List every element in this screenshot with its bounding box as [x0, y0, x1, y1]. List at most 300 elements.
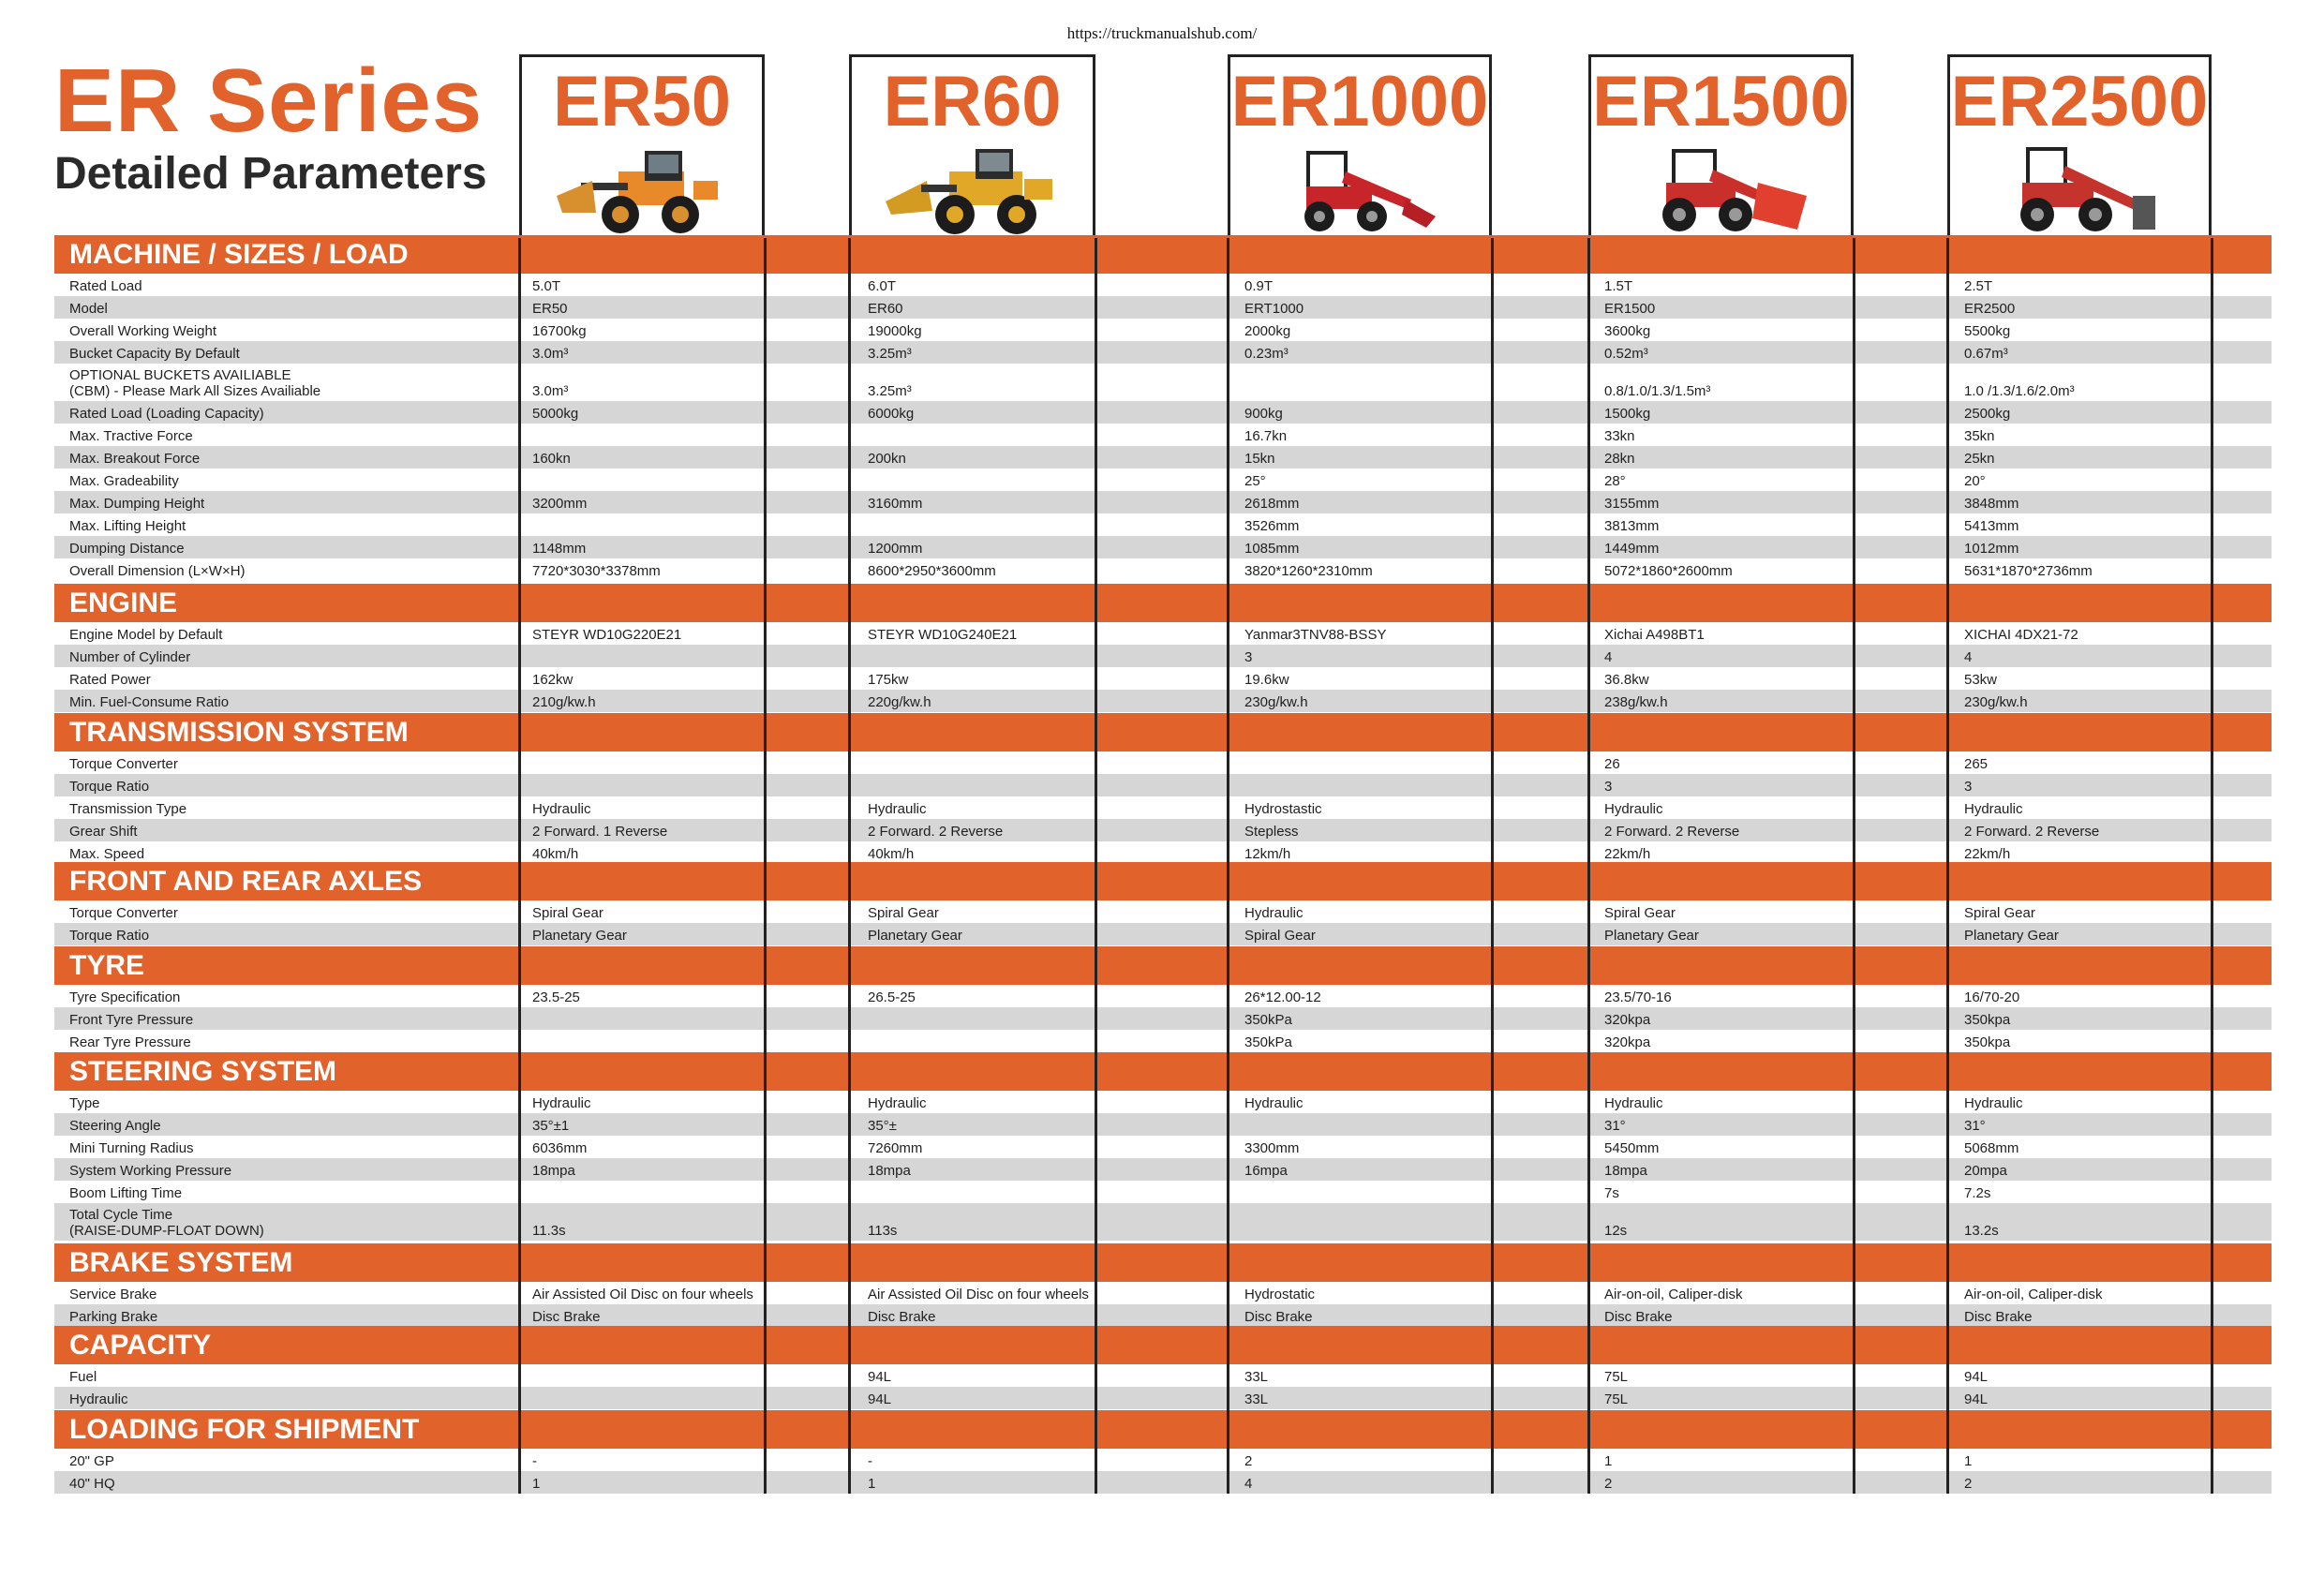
row-value: 3813mm	[1604, 518, 1660, 534]
row-value: 20mpa	[1964, 1163, 2007, 1179]
row-label-line: Dumping Distance	[69, 541, 185, 557]
row-value: 16700kg	[532, 323, 587, 339]
section-title: ENGINE	[69, 587, 178, 618]
row-label	[69, 451, 200, 467]
row-label	[69, 1287, 156, 1302]
section-header	[54, 584, 2272, 622]
row-value: 0.9T	[1244, 278, 1274, 294]
row-value: 16/70-20	[1964, 989, 2020, 1005]
column-divider	[1095, 238, 1097, 1494]
row-value: 2500kg	[1964, 406, 2011, 422]
row-label-line: Steering Angle	[69, 1118, 161, 1134]
row-value: 35°±	[868, 1118, 897, 1134]
row-value: 19.6kw	[1244, 672, 1289, 688]
table-row	[54, 645, 2272, 667]
row-value: 200kn	[868, 451, 906, 467]
row-label	[69, 649, 190, 665]
row-value: 18mpa	[532, 1163, 575, 1179]
row-value: 1	[1604, 1453, 1613, 1469]
section-title: TRANSMISSION SYSTEM	[69, 716, 409, 748]
row-value: 18mpa	[1604, 1163, 1647, 1179]
row-label	[69, 824, 138, 840]
row-value: 5500kg	[1964, 323, 2011, 339]
table-row	[54, 1181, 2272, 1203]
section-header	[54, 713, 2272, 751]
column-divider	[1227, 238, 1229, 1494]
row-value: Disc Brake	[1604, 1309, 1673, 1325]
row-value: Disc Brake	[1244, 1309, 1313, 1325]
row-value: 210g/kw.h	[532, 694, 596, 710]
row-label	[69, 801, 186, 817]
row-value: ER1500	[1604, 301, 1656, 317]
row-value: 0.52m³	[1604, 346, 1648, 362]
row-value: Xichai A498BT1	[1604, 627, 1705, 643]
row-value: 3200mm	[532, 496, 588, 512]
row-value: Stepless	[1244, 824, 1299, 840]
row-value: Air-on-oil, Caliper-disk	[1964, 1287, 2103, 1302]
row-label	[69, 1185, 182, 1201]
model-name: ER2500	[1950, 62, 2209, 141]
row-value: 8600*2950*3600mm	[868, 563, 996, 579]
table-row	[54, 667, 2272, 690]
row-value: 265	[1964, 756, 1989, 772]
row-value: 2 Forward. 2 Reverse	[1604, 824, 1740, 840]
column-divider	[1587, 238, 1590, 1494]
row-value: 22km/h	[1964, 846, 2011, 862]
row-value: 5.0T	[532, 278, 561, 294]
row-value: 94L	[1964, 1369, 1989, 1385]
row-value: Air-on-oil, Caliper-disk	[1604, 1287, 1743, 1302]
row-label	[69, 1207, 264, 1239]
row-value: 3526mm	[1244, 518, 1300, 534]
table-row	[54, 274, 2272, 296]
row-value: 19000kg	[868, 323, 922, 339]
row-label-line: (RAISE-DUMP-FLOAT DOWN)	[69, 1223, 264, 1239]
table-row	[54, 841, 2272, 864]
row-value: 1200mm	[868, 541, 923, 557]
row-label-line: Type	[69, 1095, 100, 1111]
row-value: 40km/h	[868, 846, 915, 862]
row-value: Spiral Gear	[868, 905, 939, 921]
row-label-line: Max. Gradeability	[69, 473, 179, 489]
row-label-line: Grear Shift	[69, 824, 138, 840]
row-label	[69, 1140, 194, 1156]
table-row	[54, 1364, 2272, 1387]
row-label-line: Min. Fuel-Consume Ratio	[69, 694, 230, 710]
brand-subtitle: Detailed Parameters	[54, 149, 487, 199]
row-value: 4	[1244, 1476, 1253, 1492]
table-row	[54, 536, 2272, 558]
table-row	[54, 751, 2272, 774]
column-divider	[518, 238, 521, 1494]
row-value: 220g/kw.h	[868, 694, 931, 710]
row-value: 75L	[1604, 1391, 1629, 1407]
section-header	[54, 862, 2272, 900]
row-label-line: System Working Pressure	[69, 1163, 232, 1179]
row-label	[69, 756, 178, 772]
row-label-line: Max. Speed	[69, 846, 145, 862]
row-value: 3.0m³	[532, 383, 569, 399]
column-divider	[1946, 238, 1949, 1494]
row-label	[69, 473, 179, 489]
row-value: 1085mm	[1244, 541, 1300, 557]
row-value: 3160mm	[868, 496, 923, 512]
section-header	[54, 1052, 2272, 1091]
row-label-line: Torque Ratio	[69, 928, 150, 944]
row-value: 23.5/70-16	[1604, 989, 1672, 1005]
row-label-line: Model	[69, 301, 108, 317]
section-title: STEERING SYSTEM	[69, 1055, 337, 1087]
row-value: 230g/kw.h	[1964, 694, 2028, 710]
row-label-line: Service Brake	[69, 1287, 157, 1302]
table-row	[54, 401, 2272, 424]
row-value: 31°	[1604, 1118, 1626, 1134]
row-value: 4	[1964, 649, 1973, 665]
table-row	[54, 1091, 2272, 1113]
row-label-line: Torque Converter	[69, 905, 178, 921]
row-value: STEYR WD10G240E21	[868, 627, 1018, 643]
row-value: 28°	[1604, 473, 1626, 489]
row-value: 75L	[1604, 1369, 1629, 1385]
row-value: 22km/h	[1604, 846, 1651, 862]
row-label	[69, 779, 149, 795]
row-label-line: Rated Load	[69, 278, 142, 294]
row-value: 1500kg	[1604, 406, 1651, 422]
row-label-line: Transmission Type	[69, 801, 187, 817]
row-value: Disc Brake	[1964, 1309, 2033, 1325]
row-value: 3	[1604, 779, 1613, 795]
table-row	[54, 319, 2272, 341]
table-row	[54, 364, 2272, 401]
row-value: 33L	[1244, 1369, 1269, 1385]
row-value: 20°	[1964, 473, 1986, 489]
source-url[interactable]: https://truckmanualshub.com/	[1066, 24, 1258, 42]
table-row	[54, 1449, 2272, 1471]
row-value: 0.8/1.0/1.3/1.5m³	[1604, 383, 1711, 399]
row-label	[69, 694, 229, 710]
row-value: 2618mm	[1244, 496, 1300, 512]
row-label	[69, 1118, 161, 1134]
table-row	[54, 491, 2272, 513]
row-value: 15kn	[1244, 451, 1275, 467]
row-label	[69, 1012, 193, 1028]
row-label	[69, 1034, 191, 1050]
table-row	[54, 296, 2272, 319]
row-value: 2000kg	[1244, 323, 1291, 339]
row-value: 3155mm	[1604, 496, 1660, 512]
table-row	[54, 819, 2272, 841]
row-label	[69, 428, 193, 444]
row-value: Hydraulic	[1964, 1095, 2023, 1111]
table-row	[54, 900, 2272, 923]
row-value: 350kpa	[1964, 1034, 2011, 1050]
table-row	[54, 446, 2272, 469]
table-row	[54, 690, 2272, 712]
row-value: Hydraulic	[868, 1095, 927, 1111]
row-value: 5413mm	[1964, 518, 2019, 534]
row-label	[69, 1476, 115, 1492]
row-label-line: Rated Power	[69, 672, 151, 688]
row-value: Air Assisted Oil Disc on four wheels	[532, 1287, 753, 1302]
row-value: 6.0T	[868, 278, 897, 294]
row-label	[69, 406, 264, 422]
model-name: ER50	[552, 62, 732, 141]
table-row	[54, 558, 2272, 581]
row-label-line: Max. Lifting Height	[69, 518, 186, 534]
row-value: 94L	[868, 1391, 892, 1407]
row-value: 4	[1604, 649, 1613, 665]
row-label	[69, 541, 185, 557]
column-divider	[1853, 238, 1855, 1494]
row-value: 3820*1260*2310mm	[1244, 563, 1373, 579]
row-value: 1.5T	[1604, 278, 1633, 294]
row-value: 320kpa	[1604, 1034, 1651, 1050]
section-title: LOADING FOR SHIPMENT	[69, 1413, 420, 1445]
row-value: Planetary Gear	[1964, 928, 2059, 944]
table-row	[54, 1136, 2272, 1158]
row-value: Hydraulic	[1604, 1095, 1663, 1111]
row-value: Spiral Gear	[1244, 928, 1316, 944]
row-value: 26*12.00-12	[1244, 989, 1321, 1005]
row-value: 6000kg	[868, 406, 915, 422]
row-value: 36.8kw	[1604, 672, 1649, 688]
row-value: Spiral Gear	[1604, 905, 1676, 921]
row-label-line: Parking Brake	[69, 1309, 158, 1325]
row-value: 33L	[1244, 1391, 1269, 1407]
row-value: Hydrostastic	[1244, 801, 1322, 817]
row-value: 31°	[1964, 1118, 1986, 1134]
row-value: 175kw	[868, 672, 909, 688]
row-label-line: Fuel	[69, 1369, 97, 1385]
row-value: Hydraulic	[868, 801, 927, 817]
row-value: 1	[1964, 1453, 1973, 1469]
row-value: Spiral Gear	[1964, 905, 2035, 921]
row-value: 3600kg	[1604, 323, 1651, 339]
row-label-line: Engine Model by Default	[69, 627, 223, 643]
table-row	[54, 1030, 2272, 1052]
table-row	[54, 513, 2272, 536]
row-value: 1	[532, 1476, 541, 1492]
row-value: STEYR WD10G220E21	[532, 627, 682, 643]
row-label-line: Overall Dimension (L×W×H)	[69, 563, 246, 579]
row-value: 1012mm	[1964, 541, 2019, 557]
section-header	[54, 1410, 2272, 1449]
row-value: 7260mm	[868, 1140, 923, 1156]
row-value: 162kw	[532, 672, 574, 688]
row-value: ER50	[532, 301, 568, 317]
row-value: 3848mm	[1964, 496, 2019, 512]
row-label	[69, 627, 222, 643]
row-label-line: Max. Dumping Height	[69, 496, 205, 512]
row-value: Spiral Gear	[532, 905, 603, 921]
model-name: ER60	[883, 62, 1062, 141]
row-value: 6036mm	[532, 1140, 588, 1156]
row-label	[69, 989, 180, 1005]
row-value: 16mpa	[1244, 1163, 1288, 1179]
row-value: 5072*1860*2600mm	[1604, 563, 1733, 579]
section-header	[54, 235, 2272, 274]
row-label-line: Hydraulic	[69, 1391, 128, 1407]
row-value: 12s	[1604, 1223, 1628, 1239]
row-value: 35°±1	[532, 1118, 570, 1134]
row-value: 2 Forward. 2 Reverse	[1964, 824, 2100, 840]
section-header	[54, 1326, 2272, 1364]
row-value: 26	[1604, 756, 1620, 772]
row-value: 2 Forward. 2 Reverse	[868, 824, 1004, 840]
brand-title: ER Series	[54, 51, 484, 151]
row-value: 28kn	[1604, 451, 1635, 467]
row-label	[69, 928, 149, 944]
row-value: Yanmar3TNV88-BSSY	[1244, 627, 1387, 643]
model-name: ER1500	[1592, 62, 1850, 141]
table-row	[54, 341, 2272, 364]
row-value: 160kn	[532, 451, 571, 467]
row-value: 25°	[1244, 473, 1266, 489]
row-label	[69, 1391, 128, 1407]
row-value: Hydraulic	[1964, 801, 2023, 817]
row-value: 94L	[868, 1369, 892, 1385]
row-value: 113s	[868, 1223, 898, 1239]
section-title: FRONT AND REAR AXLES	[69, 865, 423, 897]
table-row	[54, 923, 2272, 945]
row-value: XICHAI 4DX21-72	[1964, 627, 2078, 643]
column-divider	[1491, 238, 1494, 1494]
row-value: Hydraulic	[1244, 1095, 1304, 1111]
row-value: ER2500	[1964, 301, 2016, 317]
row-value: 0.23m³	[1244, 346, 1289, 362]
row-value: 5000kg	[532, 406, 579, 422]
table-row	[54, 1203, 2272, 1241]
row-label	[69, 1369, 97, 1385]
row-value: 7720*3030*3378mm	[532, 563, 661, 579]
row-label-line: Rear Tyre Pressure	[69, 1034, 191, 1050]
row-label-line: Tyre Specification	[69, 989, 181, 1005]
row-value: 1449mm	[1604, 541, 1660, 557]
row-value: Disc Brake	[868, 1309, 936, 1325]
row-label-line: Total Cycle Time	[69, 1207, 173, 1223]
model-name: ER1000	[1230, 62, 1489, 141]
row-value: 7s	[1604, 1185, 1619, 1201]
table-row	[54, 1282, 2272, 1304]
section-header	[54, 1243, 2272, 1282]
row-value: Hydraulic	[532, 1095, 591, 1111]
row-value: 2 Forward. 1 Reverse	[532, 824, 668, 840]
row-value: 350kPa	[1244, 1012, 1292, 1028]
row-value: ERT1000	[1244, 301, 1304, 317]
row-label	[69, 496, 204, 512]
row-label-line: 20" GP	[69, 1453, 114, 1469]
row-value: Disc Brake	[532, 1309, 601, 1325]
row-label	[69, 1095, 100, 1111]
row-value: 33kn	[1604, 428, 1635, 444]
table-row	[54, 1007, 2272, 1030]
row-value: 3.0m³	[532, 346, 569, 362]
row-value: 3	[1244, 649, 1253, 665]
row-value: 40km/h	[532, 846, 579, 862]
row-value: 3	[1964, 779, 1973, 795]
row-value: 53kw	[1964, 672, 1998, 688]
row-label-line: Bucket Capacity By Default	[69, 346, 240, 362]
row-value: 230g/kw.h	[1244, 694, 1308, 710]
row-value: 18mpa	[868, 1163, 911, 1179]
row-value: Planetary Gear	[532, 928, 627, 944]
section-title: TYRE	[69, 949, 145, 981]
row-label	[69, 346, 240, 362]
row-label	[69, 1453, 114, 1469]
row-value: 3.25m³	[868, 383, 912, 399]
row-value: 1.0 /1.3/1.6/2.0m³	[1964, 383, 2075, 399]
row-value: Hydraulic	[1244, 905, 1304, 921]
row-label-line: Overall Working Weight	[69, 323, 217, 339]
row-value: 35kn	[1964, 428, 1995, 444]
row-label-line: Number of Cylinder	[69, 649, 191, 665]
table-row	[54, 796, 2272, 819]
row-value: Hydraulic	[532, 801, 591, 817]
row-value: 320kpa	[1604, 1012, 1651, 1028]
row-value: 94L	[1964, 1391, 1989, 1407]
table-row	[54, 985, 2272, 1007]
row-label-line: Torque Ratio	[69, 779, 150, 795]
row-label-line: Max. Tractive Force	[69, 428, 193, 444]
row-value: 0.67m³	[1964, 346, 2008, 362]
row-value: 5068mm	[1964, 1140, 2019, 1156]
row-value: 3300mm	[1244, 1140, 1300, 1156]
row-value: 23.5-25	[532, 989, 580, 1005]
table-row	[54, 1387, 2272, 1409]
section-title: MACHINE / SIZES / LOAD	[69, 238, 409, 270]
row-label-line: (CBM) - Please Mark All Sizes Availiable	[69, 383, 321, 399]
row-value: 5631*1870*2736mm	[1964, 563, 2093, 579]
row-value: 12km/h	[1244, 846, 1291, 862]
row-label	[69, 323, 216, 339]
row-label-line: Front Tyre Pressure	[69, 1012, 194, 1028]
column-divider	[848, 238, 851, 1494]
row-value: 25kn	[1964, 451, 1995, 467]
row-label	[69, 518, 186, 534]
row-label	[69, 905, 178, 921]
table-row	[54, 1304, 2272, 1327]
row-label-line: OPTIONAL BUCKETS AVAILIABLE	[69, 367, 291, 383]
row-value: 5450mm	[1604, 1140, 1660, 1156]
row-value: Hydraulic	[1604, 801, 1663, 817]
row-label	[69, 672, 151, 688]
table-row	[54, 424, 2272, 446]
row-value: 11.3s	[532, 1223, 566, 1239]
row-label	[69, 367, 320, 399]
row-value: 900kg	[1244, 406, 1283, 422]
row-label-line: 40" HQ	[69, 1476, 115, 1492]
column-divider	[2211, 238, 2213, 1494]
column-divider	[764, 238, 767, 1494]
row-value: 350kPa	[1244, 1034, 1292, 1050]
row-label-line: Mini Turning Radius	[69, 1140, 194, 1156]
row-label-line: Rated Load (Loading Capacity)	[69, 406, 264, 422]
row-label	[69, 1309, 157, 1325]
row-value: Air Assisted Oil Disc on four wheels	[868, 1287, 1089, 1302]
row-value: 238g/kw.h	[1604, 694, 1668, 710]
row-value: 2	[1604, 1476, 1613, 1492]
table-row	[54, 622, 2272, 645]
row-value: -	[532, 1453, 537, 1469]
row-label	[69, 301, 108, 317]
row-value: 350kpa	[1964, 1012, 2011, 1028]
row-label-line: Boom Lifting Time	[69, 1185, 183, 1201]
row-value: Planetary Gear	[1604, 928, 1699, 944]
row-label	[69, 1163, 231, 1179]
row-value: 2	[1964, 1476, 1973, 1492]
row-label	[69, 278, 142, 294]
table-row	[54, 1471, 2272, 1494]
